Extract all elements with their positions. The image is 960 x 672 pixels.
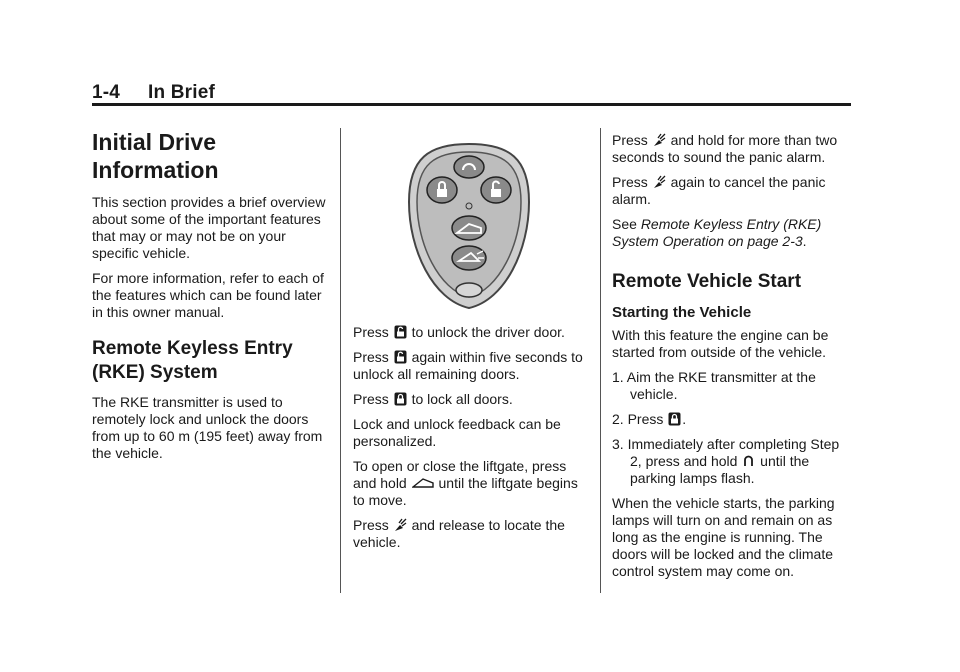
panic-icon	[394, 518, 407, 532]
paragraph: Lock and unlock feedback can be personalized.	[353, 416, 561, 449]
paragraph: Press and release to locate the vehicle.	[353, 517, 565, 550]
page-number: 1-4	[92, 82, 121, 103]
lock-icon	[668, 412, 681, 426]
rke-heading: Remote Keyless Entry (RKE) System	[92, 338, 293, 383]
paragraph: For more information, refer to each of the features which can be found later in this owner manual.	[92, 270, 324, 320]
lock-icon	[394, 392, 407, 406]
remote-start-icon	[742, 454, 755, 468]
paragraph: This section provides a brief overview about some of the important features that may or may not be on your specific vehicle.	[92, 194, 326, 261]
steps-list	[612, 369, 852, 487]
column-divider	[340, 128, 341, 593]
column-left	[92, 128, 332, 470]
panic-icon	[653, 175, 666, 189]
column-middle	[353, 132, 585, 559]
unlock-icon	[394, 325, 407, 339]
paragraph: When the vehicle starts, the parking lamps will turn on and remain on as long as the engine is running. The doors will be locked and the climate control system may come on.	[612, 495, 835, 579]
cross-reference: See Remote Keyless Entry (RKE) System Operation on page 2-3.	[612, 216, 822, 249]
section-title: Initial Drive Information	[92, 129, 219, 183]
paragraph: Press to unlock the driver door.	[353, 324, 565, 340]
header-rule	[92, 103, 851, 106]
list-item: 3. Immediately after completing Step 2, press and hold until the parking lamps flash.	[612, 436, 840, 486]
rvs-heading: Remote Vehicle Start	[612, 271, 802, 292]
column-right	[612, 132, 852, 588]
subheading: Starting the Vehicle	[612, 304, 752, 321]
liftgate-icon	[412, 476, 434, 490]
list-item: 1. Aim the RKE transmitter at the vehicle.	[612, 369, 816, 402]
panic-icon	[653, 133, 666, 147]
list-item: 2. Press .	[612, 411, 687, 427]
column-divider	[600, 128, 601, 593]
paragraph: Press to lock all doors.	[353, 391, 513, 407]
paragraph: Press again within five seconds to unlock all remaining doors.	[353, 349, 583, 382]
section-name: In Brief	[148, 82, 216, 103]
page-header	[92, 82, 215, 104]
key-fob-icon	[405, 140, 533, 312]
paragraph: To open or close the liftgate, press and hold until the liftgate begins to move.	[353, 458, 578, 508]
unlock-icon	[394, 350, 407, 364]
key-fob-illustration	[353, 132, 585, 310]
paragraph: Press again to cancel the panic alarm.	[612, 174, 826, 207]
paragraph: Press and hold for more than two seconds to sound the panic alarm.	[612, 132, 838, 165]
paragraph: With this feature the engine can be started from outside of the vehicle.	[612, 327, 829, 360]
paragraph: The RKE transmitter is used to remotely lock and unlock the doors from up to 60 m (195 feet) away from the vehicle.	[92, 394, 323, 461]
reference-link[interactable]: Remote Keyless Entry (RKE) System Operation on page 2-3	[612, 216, 822, 249]
